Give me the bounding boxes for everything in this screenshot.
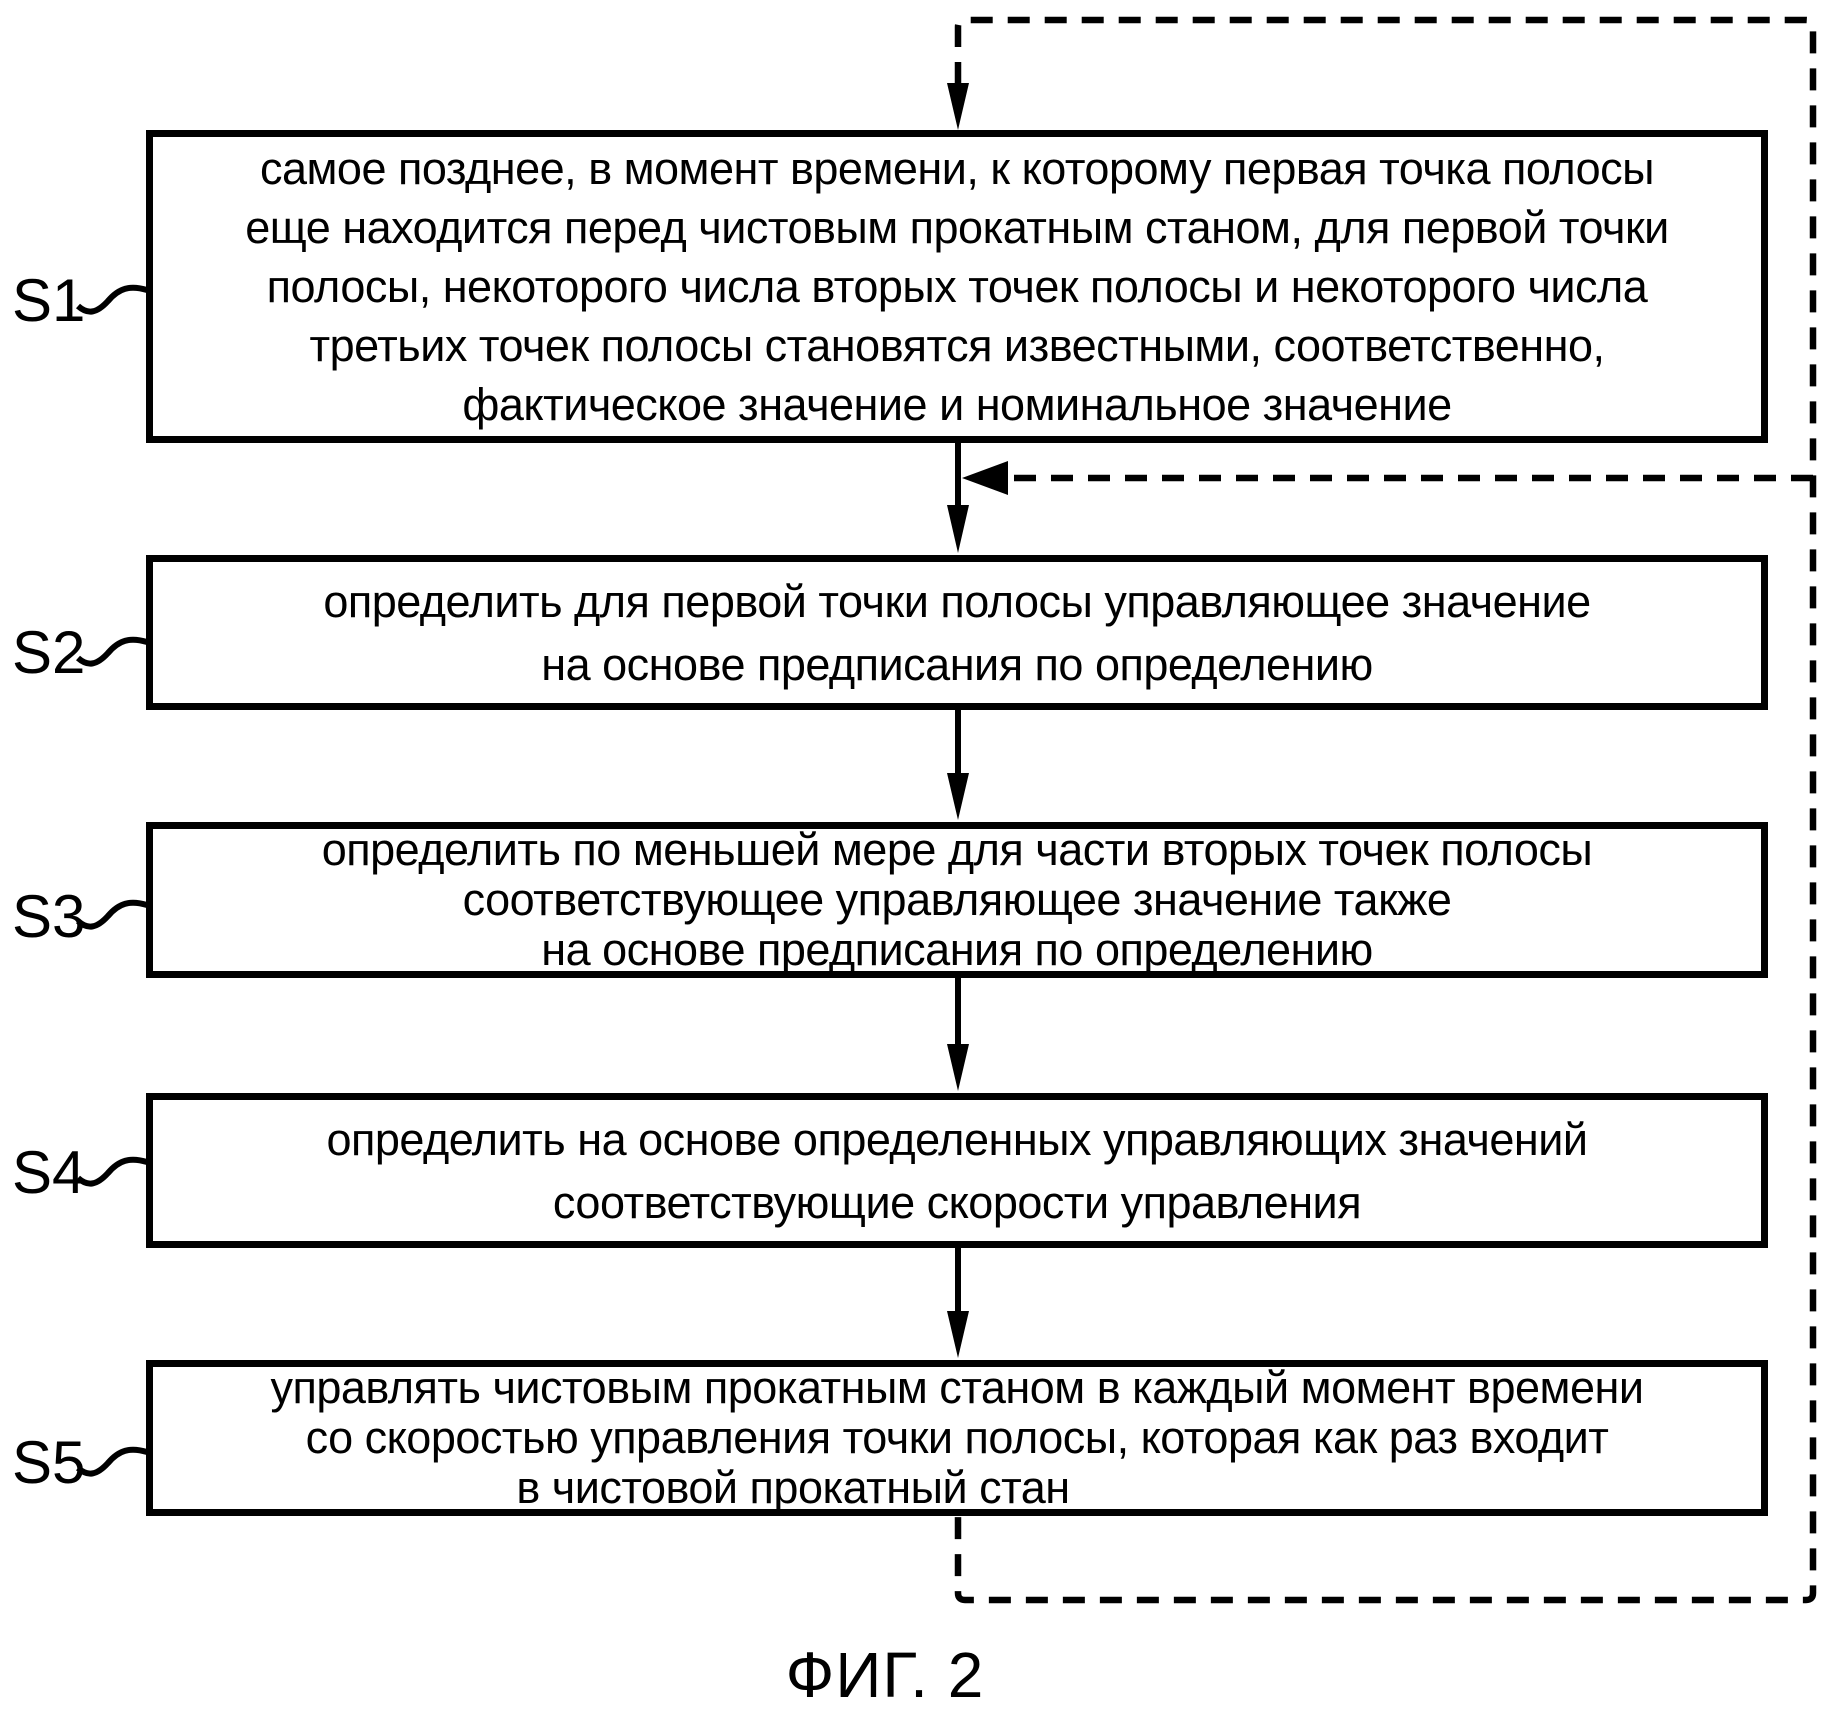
arrowhead-s4-s5-icon	[947, 1311, 969, 1358]
step-box-s3	[146, 822, 1768, 978]
step-text-line: определить на основе определенных управляющих значений	[326, 1113, 1588, 1165]
entry-arrowhead-icon	[947, 83, 969, 130]
step-box-s4	[146, 1093, 1768, 1248]
figure-caption: ФИГ. 2	[785, 1639, 985, 1711]
step-text-line: на основе предписания по определению	[541, 638, 1373, 690]
arrowhead-s3-s4-icon	[947, 1044, 969, 1091]
step-text-line: соответствующее управляющее значение также	[462, 874, 1452, 925]
step-text-line: со скоростью управления точки полосы, которая как раз входит	[305, 1412, 1609, 1463]
arrowhead-s1-s2-icon	[947, 505, 969, 553]
step-text-line: самое позднее, в момент времени, к которому первая точка полосы	[259, 143, 1655, 194]
step-label-s4: S4	[12, 1139, 86, 1206]
step-box-s2	[146, 555, 1768, 710]
step-text-line: на основе предписания по определению	[541, 924, 1373, 975]
step-text-line: еще находится перед чистовым прокатным станом, для первой точки	[245, 202, 1669, 253]
step-box-s1	[146, 130, 1768, 443]
step-label-s5: S5	[12, 1429, 86, 1496]
arrowhead-s2-s3-icon	[947, 773, 969, 820]
step-label-s3: S3	[12, 883, 86, 950]
step-box-s5	[146, 1360, 1768, 1516]
feedback-left-arrowhead-icon	[962, 461, 1008, 495]
step-text-line: соответствующие скорости управления	[552, 1176, 1362, 1228]
step-text-line: определить по меньшей мере для части вторых точек полосы	[321, 824, 1593, 875]
step-text-line: третьих точек полосы становятся известными, соответственно,	[309, 320, 1605, 371]
step-label-s2: S2	[12, 619, 86, 686]
step-text-line: фактическое значение и номинальное значение	[462, 379, 1452, 430]
step-label-s1: S1	[12, 267, 86, 334]
step-text-line: определить для первой точки полосы управляющее значение	[323, 575, 1591, 627]
step-text-line: управлять чистовым прокатным станом в каждый момент времени	[270, 1362, 1644, 1413]
step-text-line: полосы, некоторого числа вторых точек полосы и некоторого числа	[266, 261, 1648, 312]
step-text-line: в чистовой прокатный стан	[516, 1462, 1070, 1513]
